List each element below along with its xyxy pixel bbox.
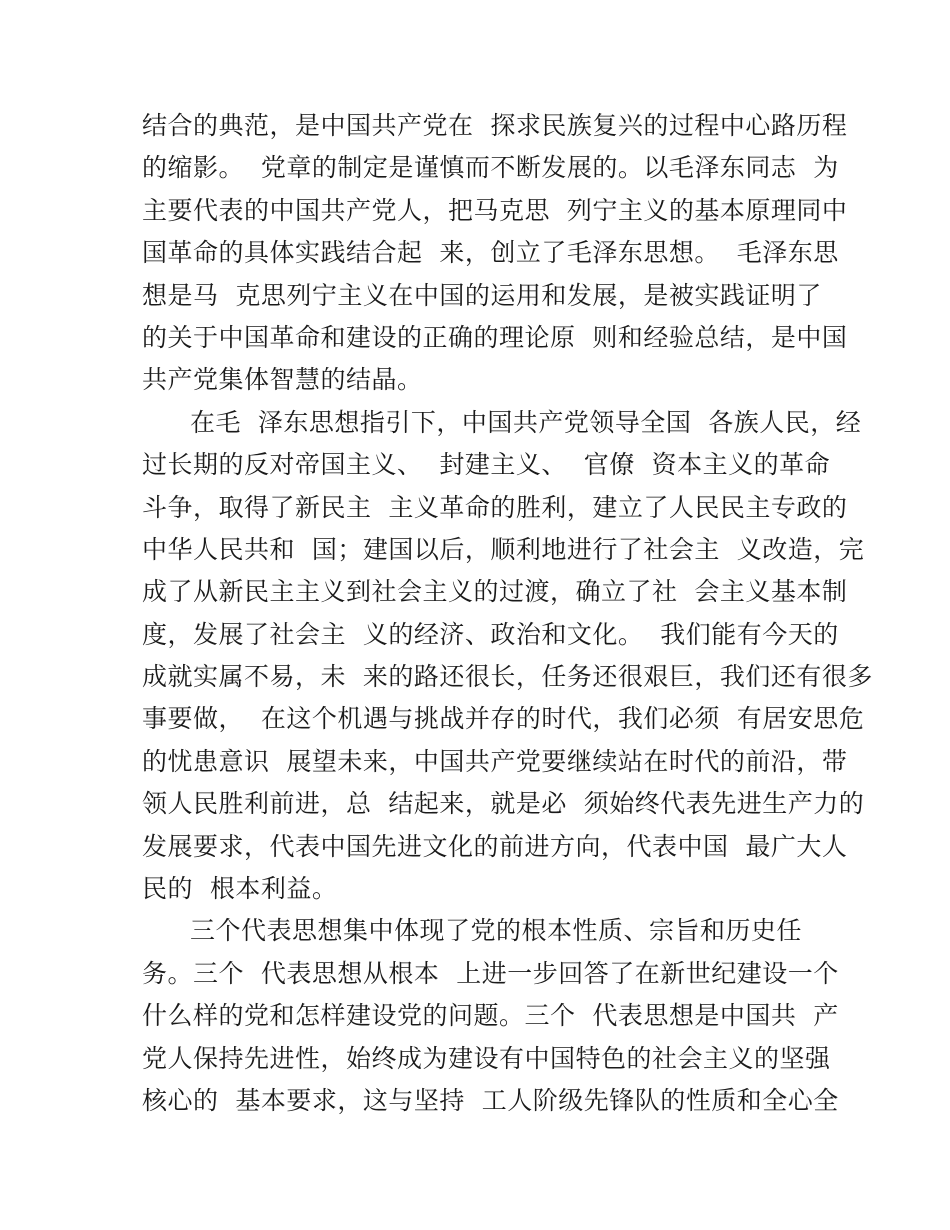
text-line: 发展要求，代表中国先进文化的前进方向，代表中国 最广大人 [142, 831, 848, 861]
text-line: 党人保持先进性，始终成为建设有中国特色的社会主义的坚强 [142, 1043, 831, 1073]
text-line: 成了从新民主主义到社会主义的过渡，确立了社 会主义基本制 [142, 577, 848, 607]
text-line: 核心的 基本要求，这与坚持 工人阶级先锋队的性质和全心全 [142, 1085, 839, 1115]
text-line: 事要做， 在这个机遇与挑战并存的时代，我们必须 有居安思危 [142, 704, 865, 734]
text-line: 中华人民共和 国；建国以后，顺利地进行了社会主 义改造，完 [142, 534, 865, 564]
text-line: 务。三个 代表思想从根本 上进一步回答了在新世纪建设一个 [142, 958, 839, 988]
text-line: 民的 根本利益。 [142, 874, 338, 904]
paragraph-start-line: 在毛 泽东思想指引下，中国共产党领导全国 各族人民，经 [190, 407, 862, 437]
text-line: 的关于中国革命和建设的正确的理论原 则和经验总结，是中国 [142, 322, 848, 352]
text-line: 国革命的具体实践结合起 来，创立了毛泽东思想。 毛泽东思 [142, 238, 839, 268]
text-line: 什么样的党和怎样建设党的问题。三个 代表思想是中国共 产 [142, 1001, 839, 1031]
text-line: 的忧患意识 展望未来，中国共产党要继续站在时代的前沿，带 [142, 746, 848, 776]
body-text [142, 105, 873, 1122]
text-line: 共产党集体智慧的结晶。 [142, 365, 423, 395]
text-line: 斗争，取得了新民主 主义革命的胜利，建立了人民民主专政的 [142, 492, 848, 522]
text-line: 主要代表的中国共产党人，把马克思 列宁主义的基本原理同中 [142, 195, 848, 225]
paragraph-start-line: 三个代表思想集中体现了党的根本性质、宗旨和历史任 [190, 916, 803, 946]
text-line: 想是马 克思列宁主义在中国的运用和发展，是被实践证明了 [142, 280, 822, 310]
text-line: 的缩影。 党章的制定是谨慎而不断发展的。以毛泽东同志 为 [142, 153, 839, 183]
text-line: 度，发展了社会主 义的经济、政治和文化。 我们能有今天的 [142, 619, 839, 649]
text-line: 结合的典范，是中国共产党在 探求民族复兴的过程中心路历程 [142, 111, 848, 140]
text-line: 成就实属不易，未 来的路还很长，任务还很艰巨，我们还有很多 [142, 662, 873, 692]
text-line: 过长期的反对帝国主义、 封建主义、 官僚 资本主义的革命 [142, 450, 831, 480]
text-line: 领人民胜利前进，总 结起来，就是必 须始终代表先进生产力的 [142, 789, 865, 819]
